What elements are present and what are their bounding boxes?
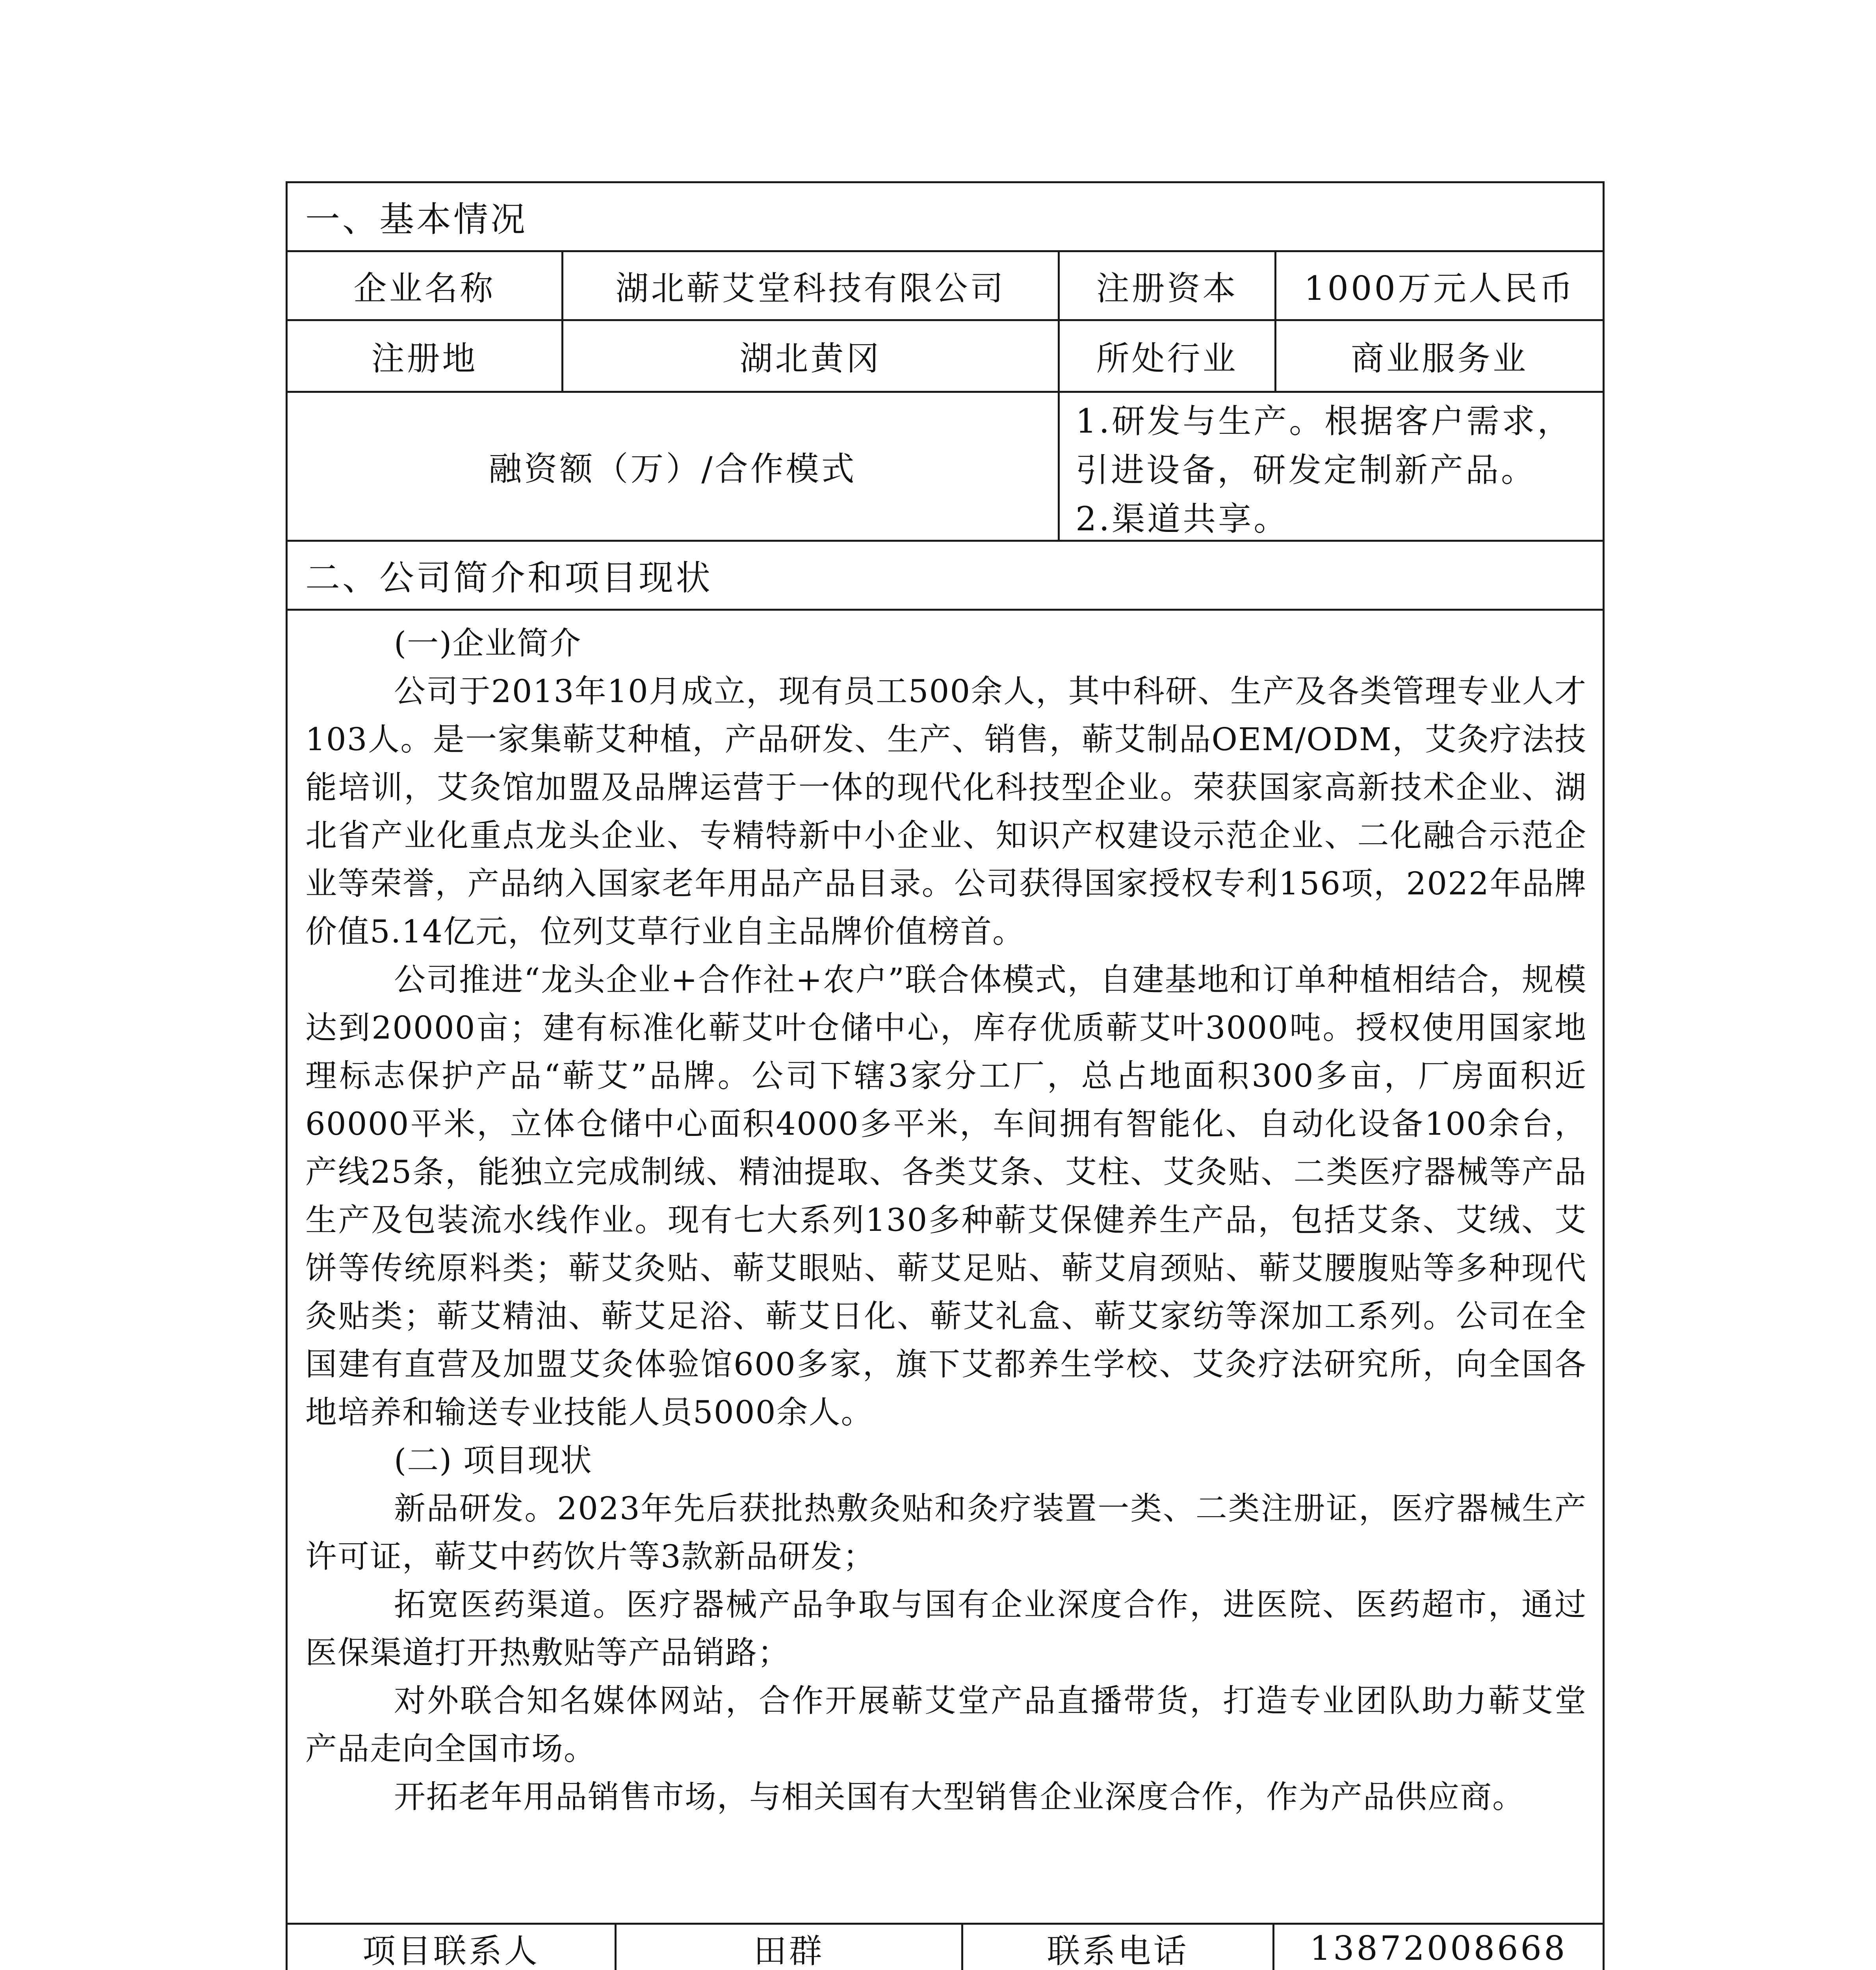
contact-phone-value: 13872008668 xyxy=(1309,1929,1568,1968)
industry-label: 所处行业 xyxy=(1060,321,1276,391)
financing-line: 引进设备，研发定制新产品。 xyxy=(1075,451,1537,489)
intro-heading: (一)企业简介 xyxy=(394,625,582,662)
contact-person-value: 田群 xyxy=(617,1925,963,1970)
reg-place-label: 注册地 xyxy=(288,321,563,391)
capital-label: 注册资本 xyxy=(1060,252,1276,319)
section1-title: 一、基本情况 xyxy=(305,199,528,240)
financing-line: 1.研发与生产。根据客户需求， xyxy=(1075,402,1573,440)
status-paragraph: 拓宽医药渠道。医疗器械产品争取与国有企业深度合作，进医院、医药超市，通过医保渠道打开热敷贴等产品销路； xyxy=(305,1586,1587,1671)
status-paragraph: 新品研发。2023年先后获批热敷灸贴和灸疗装置一类、二类注册证，医疗器械生产许可证，蕲艾中药饮片等3款新品研发； xyxy=(305,1490,1587,1575)
financing-mode xyxy=(1060,393,1603,540)
intro-paragraph: 公司推进“龙头企业+合作社+农户”联合体模式，自建基地和订单种植相结合，规模达到20000亩；建有标准化蕲艾叶仓储中心，库存优质蕲艾叶3000吨。授权使用国家地理标志保护产品“蕲艾”品牌。公司下辖3家分工厂，总占地面积300多亩，厂房面积近60000平米，立体仓储中心面积4000多平米，车间拥有智能化、自动化设备100余台，产线25条，能独立完成制绒、精油提取、各类艾条、艾柱、艾灸贴、二类医疗器械等产品生产及包装流水线作业。现有七大系列130多种蕲艾保健养生产品，包括艾条、艾绒、艾饼等传统原料类；蕲艾灸贴、蕲艾眼贴、蕲艾足贴、蕲艾肩颈贴、蕲艾腰腹贴等多种现代灸贴类；蕲艾精油、蕲艾足浴、蕲艾日化、蕲艾礼盒、蕲艾家纺等深加工系列。公司在全国建有直营及加盟艾灸体验馆600多家，旗下艾都养生学校、艾灸疗法研究所，向全国各地培养和输送专业技能人员5000余人。 xyxy=(305,961,1587,1431)
status-paragraph: 对外联合知名媒体网站，合作开展蕲艾堂产品直播带货，打造专业团队助力蕲艾堂产品走向全国市场。 xyxy=(305,1682,1587,1767)
contact-row xyxy=(288,1925,1603,1970)
section2-title: 二、公司简介和项目现状 xyxy=(305,558,713,598)
financing-row xyxy=(288,393,1603,542)
section1-row xyxy=(288,183,1603,252)
company-value: 湖北蕲艾堂科技有限公司 xyxy=(563,252,1060,319)
status-paragraph: 开拓老年用品销售市场，与相关国有大型销售企业深度合作，作为产品供应商。 xyxy=(394,1779,1525,1815)
intro-row xyxy=(288,611,1603,1925)
financing-line: 2.渠道共享。 xyxy=(1075,500,1289,538)
contact-person-label: 项目联系人 xyxy=(288,1925,617,1970)
section2-row xyxy=(288,542,1603,611)
company-row xyxy=(288,252,1603,321)
reg-place-row xyxy=(288,321,1603,393)
capital-value: 1000万元人民币 xyxy=(1304,269,1575,308)
intro-paragraph: 公司于2013年10月成立，现有员工500余人，其中科研、生产及各类管理专业人才103人。是一家集蕲艾种植，产品研发、生产、销售，蕲艾制品OEM/ODM，艾灸疗法技能培训，艾灸馆加盟及品牌运营于一体的现代化科技型企业。荣获国家高新技术企业、湖北省产业化重点龙头企业、专精特新中小企业、知识产权建设示范企业、二化融合示范企业等荣誉，产品纳入国家老年用品产品目录。公司获得国家授权专利156项，2022年品牌价值5.14亿元，位列艾草行业自主品牌价值榜首。 xyxy=(305,673,1587,950)
reg-place-value: 湖北黄冈 xyxy=(563,321,1060,391)
status-heading: (二) 项目现状 xyxy=(394,1442,593,1479)
project-info-table xyxy=(286,181,1605,1970)
contact-phone-label: 联系电话 xyxy=(963,1925,1274,1970)
financing-label: 融资额（万）/合作模式 xyxy=(288,393,1060,540)
industry-value: 商业服务业 xyxy=(1350,339,1528,378)
company-intro xyxy=(288,611,1603,1923)
company-label: 企业名称 xyxy=(288,252,563,319)
